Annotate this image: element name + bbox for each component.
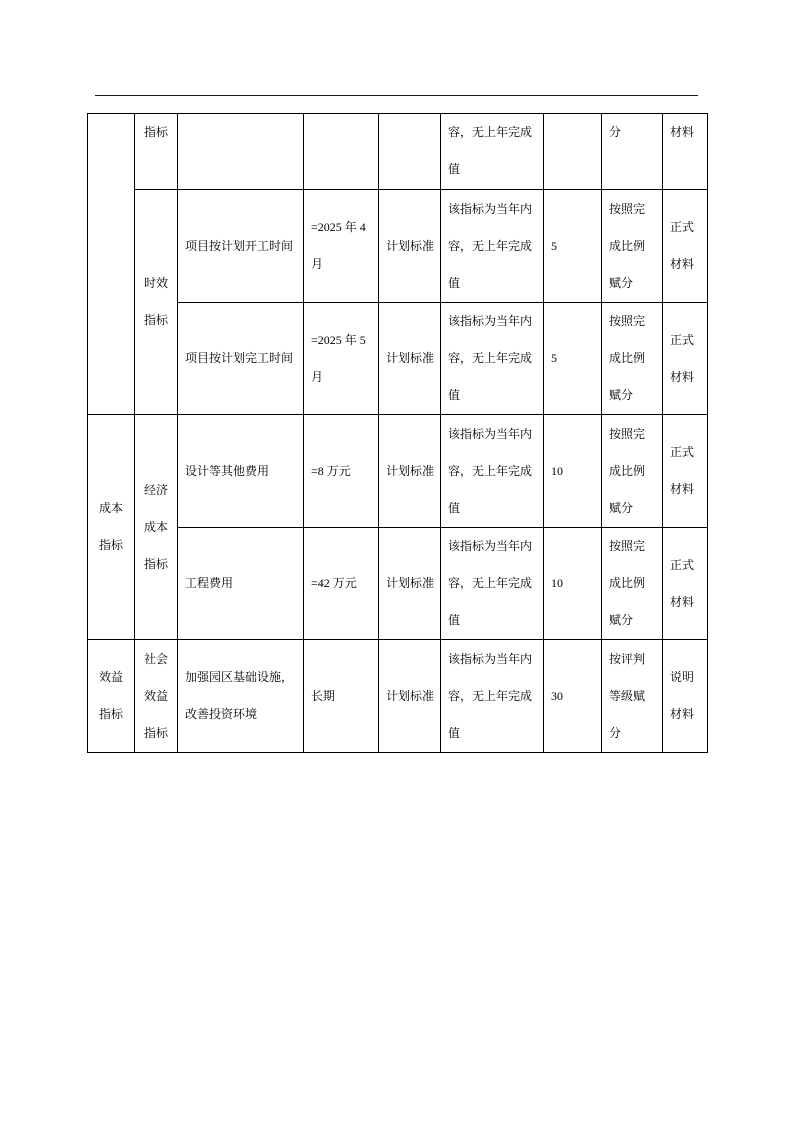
target-value-cell: [304, 114, 379, 190]
evidence-cell: 正式 材料: [663, 528, 708, 640]
scoring-method-cell: 按照完 成比例 赋分: [602, 190, 663, 303]
scoring-method-cell: 按照完 成比例 赋分: [602, 528, 663, 640]
sub-category-cell: 时效 指标: [135, 190, 178, 415]
target-value-cell: 长期: [304, 640, 379, 753]
evidence-cell: 正式 材料: [663, 415, 708, 528]
target-value-cell: =42 万元: [304, 528, 379, 640]
standard-cell: 计划标准: [379, 640, 441, 753]
target-value-cell: =8 万元: [304, 415, 379, 528]
evidence-cell: 材料: [663, 114, 708, 190]
score-cell: [544, 114, 602, 190]
category-cell: 成本 指标: [88, 415, 135, 640]
note-cell: 该指标为当年内 容，无上年完成 值: [441, 303, 544, 415]
indicator-cell: 设计等其他费用: [178, 415, 304, 528]
table-row: [88, 303, 708, 415]
scoring-method-cell: 按评判 等级赋 分: [602, 640, 663, 753]
sub-category-cell: 指标: [135, 114, 178, 190]
sub-category-cell: 经济 成本 指标: [135, 415, 178, 640]
table-row: [88, 640, 708, 753]
category-cell: 效益 指标: [88, 640, 135, 753]
score-cell: 5: [544, 190, 602, 303]
indicator-cell: 项目按计划开工时间: [178, 190, 304, 303]
indicator-cell: 工程费用: [178, 528, 304, 640]
table-row: [88, 114, 708, 190]
indicator-cell: [178, 114, 304, 190]
standard-cell: [379, 114, 441, 190]
standard-cell: 计划标准: [379, 528, 441, 640]
evidence-cell: 正式 材料: [663, 190, 708, 303]
scoring-method-cell: 分: [602, 114, 663, 190]
target-value-cell: =2025 年 5 月: [304, 303, 379, 415]
score-cell: 5: [544, 303, 602, 415]
sub-category-cell: 社会 效益 指标: [135, 640, 178, 753]
note-cell: 该指标为当年内 容，无上年完成 值: [441, 415, 544, 528]
note-cell: 该指标为当年内 容，无上年完成 值: [441, 190, 544, 303]
table-row: [88, 190, 708, 303]
scoring-method-cell: 按照完 成比例 赋分: [602, 415, 663, 528]
scoring-method-cell: 按照完 成比例 赋分: [602, 303, 663, 415]
note-cell: 容，无上年完成 值: [441, 114, 544, 190]
score-cell: 10: [544, 415, 602, 528]
table-row: [88, 528, 708, 640]
performance-indicator-table: [87, 113, 708, 753]
standard-cell: 计划标准: [379, 415, 441, 528]
standard-cell: 计划标准: [379, 190, 441, 303]
indicator-cell: 加强园区基础设施， 改善投资环境: [178, 640, 304, 753]
note-cell: 该指标为当年内 容，无上年完成 值: [441, 528, 544, 640]
evidence-cell: 正式 材料: [663, 303, 708, 415]
target-value-cell: =2025 年 4 月: [304, 190, 379, 303]
table-row: [88, 415, 708, 528]
indicator-cell: 项目按计划完工时间: [178, 303, 304, 415]
score-cell: 10: [544, 528, 602, 640]
category-cell: [88, 114, 135, 415]
standard-cell: 计划标准: [379, 303, 441, 415]
evidence-cell: 说明 材料: [663, 640, 708, 753]
header-rule: [95, 95, 698, 96]
score-cell: 30: [544, 640, 602, 753]
note-cell: 该指标为当年内 容，无上年完成 值: [441, 640, 544, 753]
